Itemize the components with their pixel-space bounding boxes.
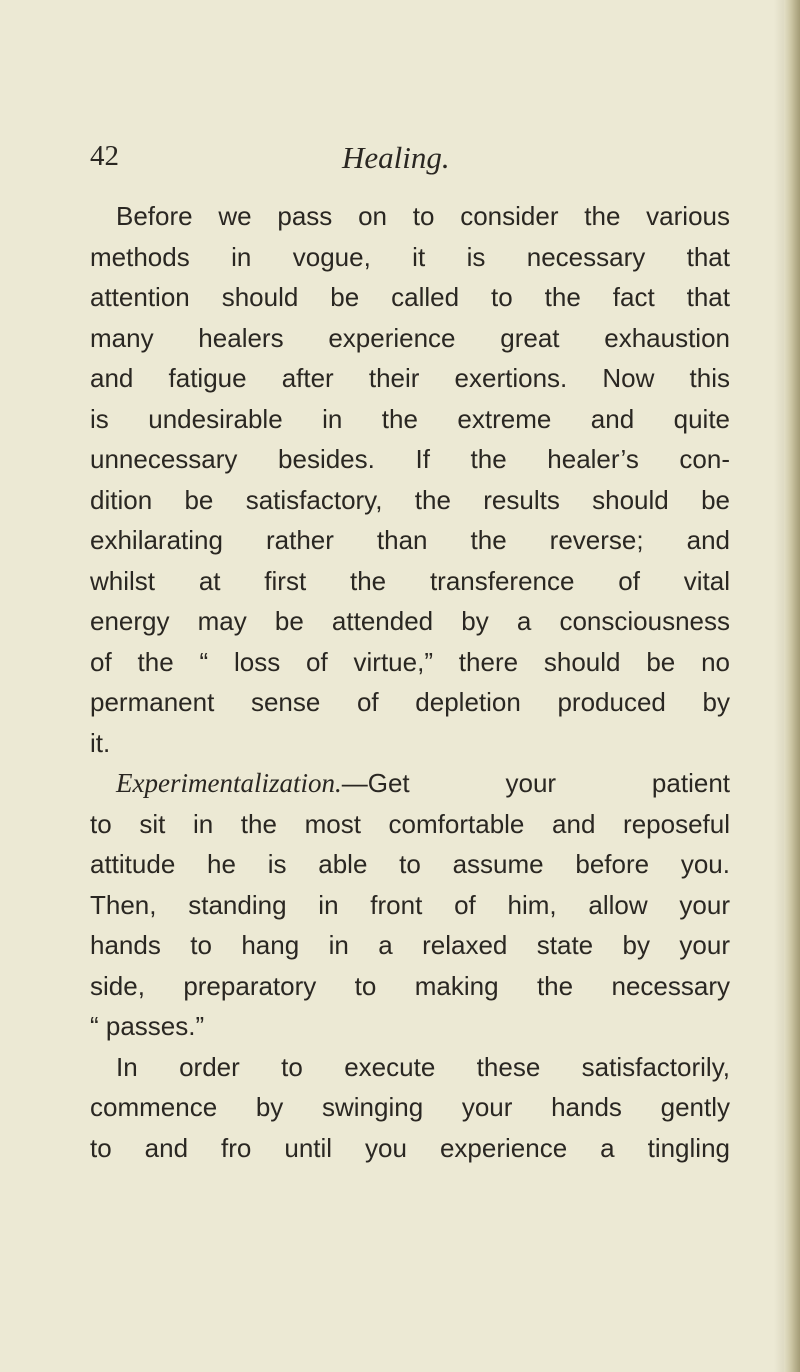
text-line: exhilarating rather than the reverse; and [90,525,730,555]
text-line: hands to hang in a relaxed state by your [90,930,730,960]
text-line: to and fro until you experience a tingling [90,1132,730,1163]
text-line: In order to execute these satisfactorily, [116,1051,730,1082]
section-line [90,763,730,804]
text-line: methods in vogue, it is necessary that [90,241,730,272]
text-line: commence by swinging your hands gently [90,1092,730,1122]
text-line: energy may be attended by a consciousness [90,606,730,636]
text-line: dition be satisfactory, the results should be [90,484,730,515]
text-line: of the “ loss of virtue,” there should be no [90,646,730,677]
text-line: attention should be called to the fact that [90,282,730,312]
text-line: many healers experience great exhaustion [90,322,730,353]
text-line: it. [90,727,111,758]
text-line: permanent sense of depletion produced by [90,687,730,717]
section-heading: Experimentalization. [116,768,342,798]
page-number: 42 [90,140,119,172]
section-line-text: Get your patient [367,768,730,798]
page-shadow [774,0,784,1372]
text-line: and fatigue after their exertions. Now this [90,363,730,393]
text-line: “ passes.” [90,1011,205,1041]
body-text [90,196,730,1168]
text-line: whilst at first the transference of vital [90,565,730,596]
text-line: unnecessary besides. If the healer’s con- [90,444,730,474]
text-line: to sit in the most comfortable and reposeful [90,808,730,839]
page-header [90,140,730,180]
text-line: is undesirable in the extreme and quite [90,403,730,434]
text-line: Before we pass on to consider the various [116,201,730,231]
text-line: Then, standing in front of him, allow your [90,889,730,920]
running-title: Healing. [342,140,450,175]
section-dash: — [341,768,368,798]
text-line: side, preparatory to making the necessary [90,970,730,1001]
page-edge [784,0,800,1372]
text-line: attitude he is able to assume before you. [90,849,730,879]
